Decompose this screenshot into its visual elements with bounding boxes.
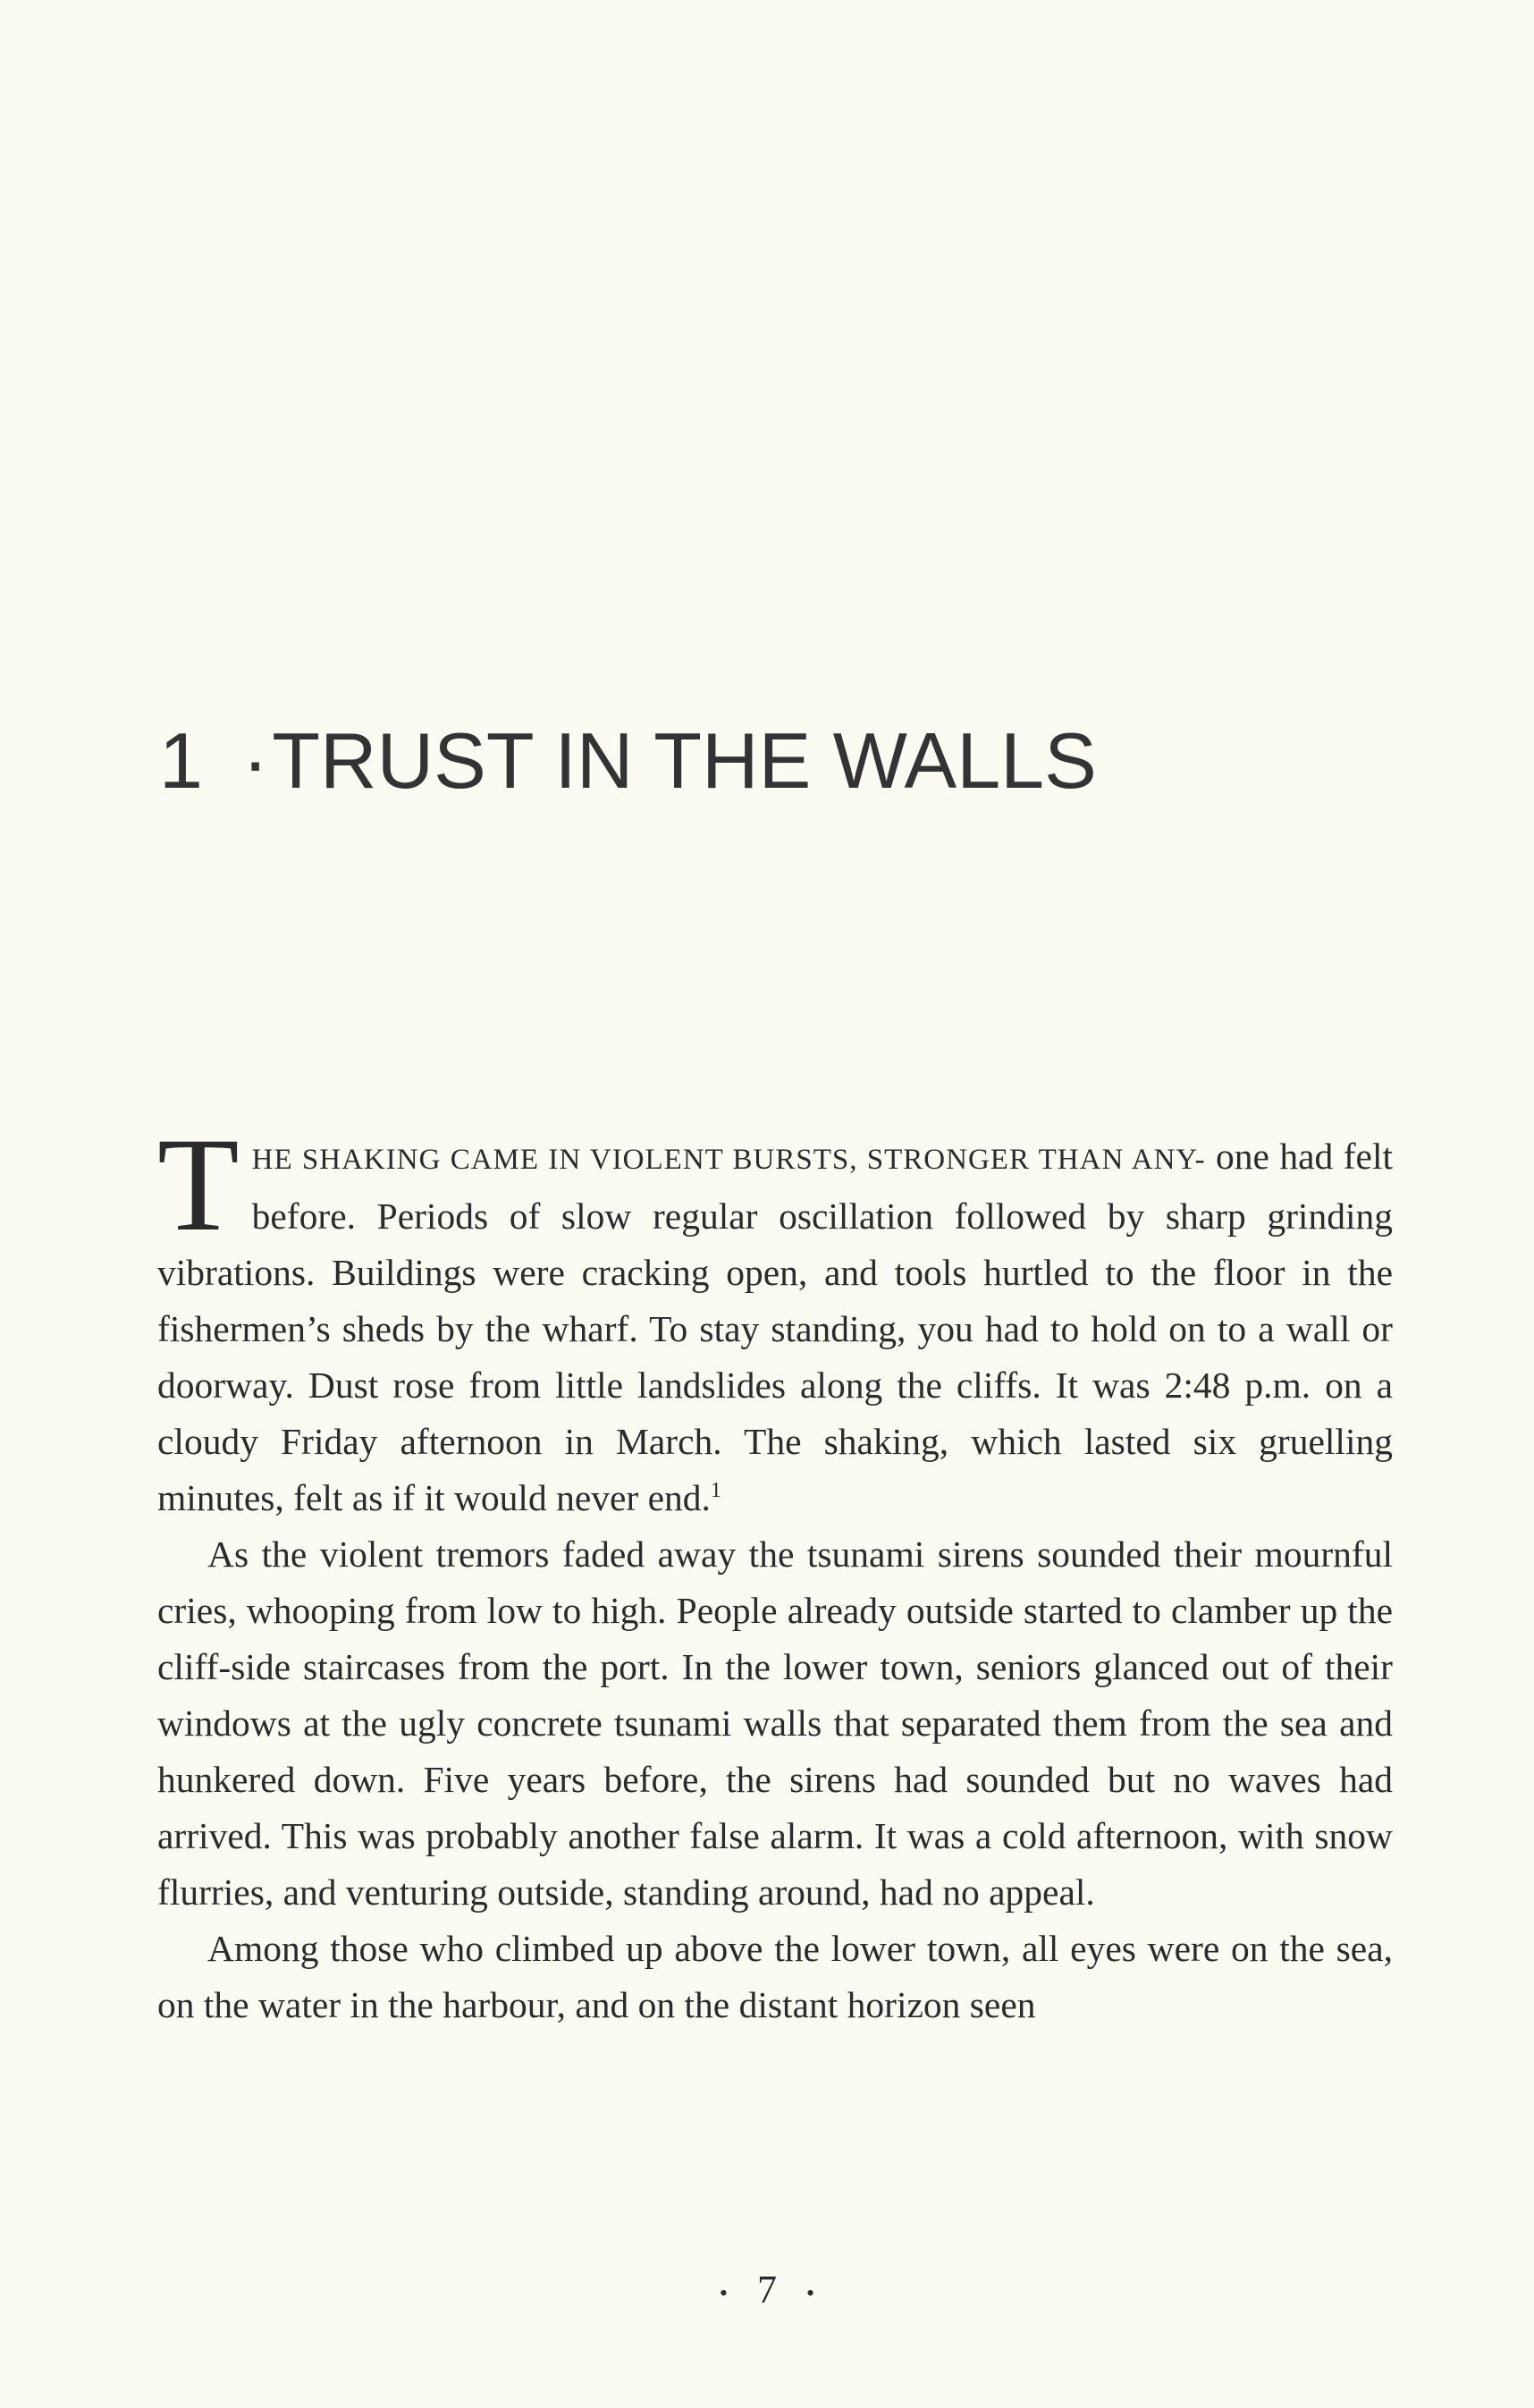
opening-small-caps: HE SHAKING CAME IN VIOLENT BURSTS, STRONGER THAN ANY- bbox=[251, 1144, 1206, 1176]
drop-cap: T bbox=[157, 1111, 240, 1259]
chapter-separator: · bbox=[241, 715, 269, 805]
paragraph-1 bbox=[157, 1111, 1394, 1526]
paragraph-3: Among those who climbed up above the lower town, all eyes were on the sea, on the water in the harbour, and on the distant horizon seen bbox=[157, 1928, 1393, 2025]
page-folio bbox=[0, 2267, 1534, 2312]
body-text bbox=[157, 1111, 1394, 2033]
folio-bullet-left: • bbox=[719, 2279, 728, 2306]
page-number: 7 bbox=[757, 2268, 777, 2311]
chapter-title: TRUST IN THE WALLS bbox=[272, 715, 1097, 805]
paragraph-2: As the violent tremors faded away the tsunami sirens sounded their mournful cries, whooping from low to high. People already outside started to clamber up the cliff-side staircases from the port. In the lower town, seniors glanced out of their windows at the ugly concrete tsunami walls that separated them from the sea and hunkered down. Five years before, the sirens had sounded but no waves had arrived. This was probably another false alarm. It was a cold afternoon, with snow flurries, and venturing outside, standing around, had no appeal. bbox=[157, 1534, 1393, 1913]
chapter-number: 1 bbox=[159, 715, 203, 805]
chapter-heading bbox=[159, 715, 1097, 805]
folio-bullet-right: • bbox=[806, 2279, 815, 2306]
paragraph-1-text: one had felt before. Periods of slow regular oscillation followed by sharp grinding vibrations. Buildings were cracking open, and tools hurtled to the floor in the fishermen’s sheds by the wharf. To stay standing, you had to hold on to a wall or doorway. Dust rose from little landslides along the cliffs. It was 2:48 p.m. on a cloudy Friday afternoon in March. The shaking, which lasted six gruelling minutes, felt as if it would never end. bbox=[157, 1136, 1394, 1518]
footnote-marker: 1 bbox=[710, 1479, 721, 1503]
